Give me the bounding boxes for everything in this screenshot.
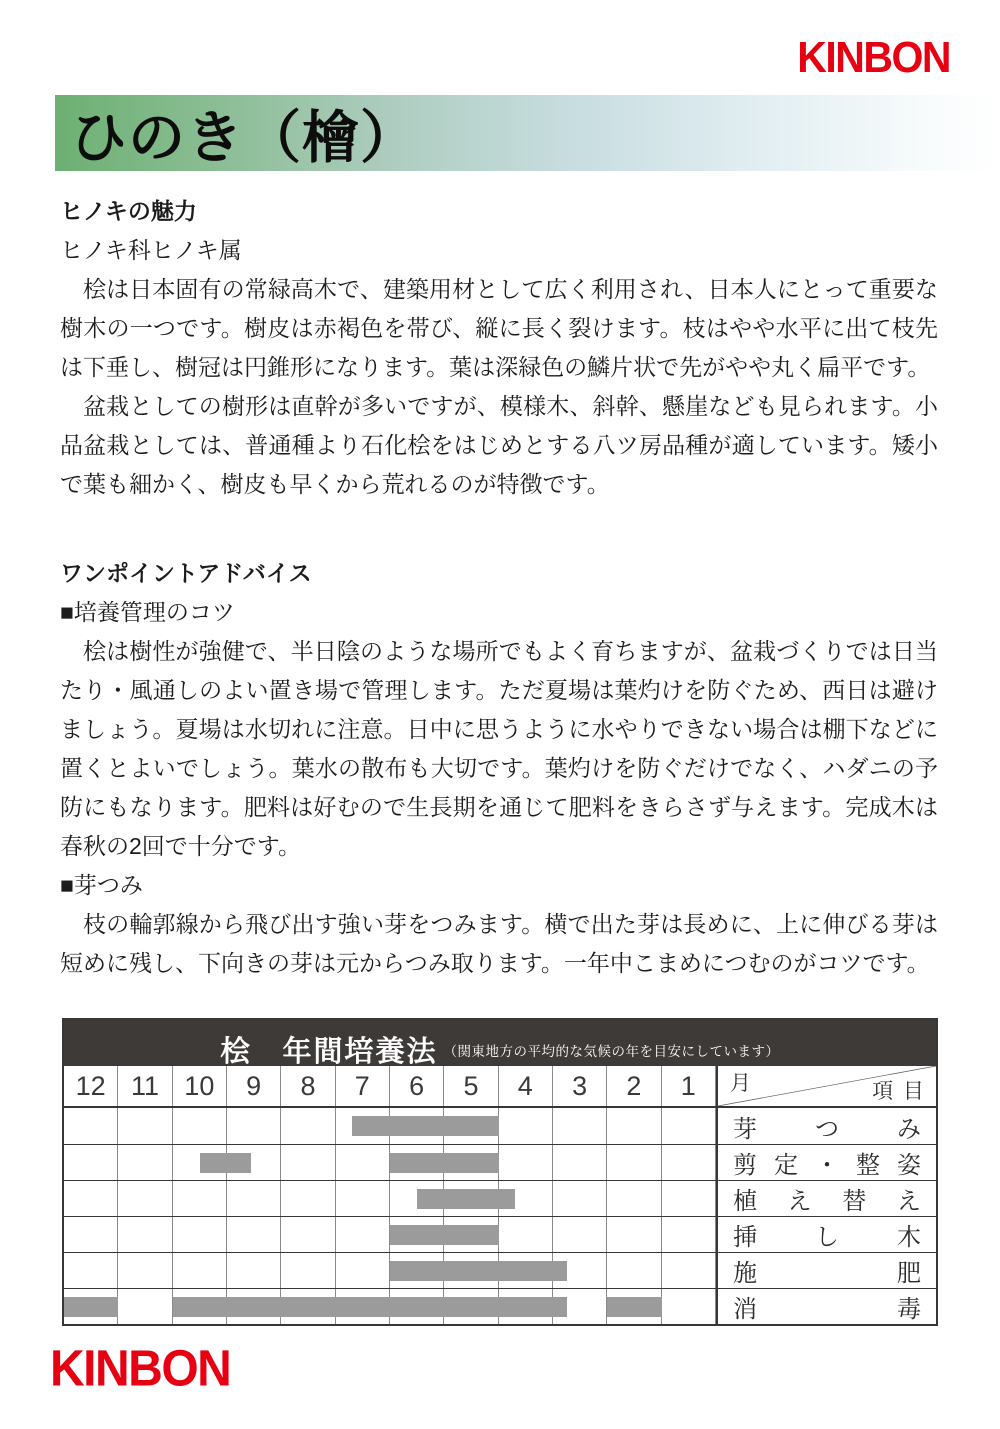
grid-cell	[607, 1181, 661, 1216]
title-banner	[55, 95, 998, 171]
page-title: ひのき（檜）	[70, 107, 418, 170]
grid-cell	[499, 1145, 553, 1180]
chart-row	[64, 1252, 936, 1288]
kinbon-logo-bottom: KINBON	[50, 1341, 231, 1398]
grid-cell	[662, 1289, 716, 1324]
cultivation-table	[62, 1018, 938, 1326]
chart-row	[64, 1288, 936, 1324]
row-label: 挿 し 木	[716, 1217, 936, 1252]
grid-cell	[64, 1108, 118, 1144]
advice-sub2-paragraph: 枝の輪郭線から飛び出す強い芽をつみます。横で出た芽は長めに、上に伸びる芽は短めに残し、下向きの芽は元からつみ取ります。一年中こまめにつむのがコツです。	[60, 911, 938, 976]
advice-sub2-title: ■芽つみ	[60, 872, 143, 898]
month-cell: 9	[227, 1066, 281, 1106]
activity-bar	[417, 1189, 515, 1209]
grid-cell	[64, 1253, 118, 1288]
corner-cell	[716, 1066, 936, 1106]
grid-cell	[499, 1217, 553, 1252]
grid-cell	[662, 1181, 716, 1216]
grid-cell	[662, 1217, 716, 1252]
month-cell: 3	[553, 1066, 607, 1106]
grid-cell	[227, 1217, 281, 1252]
grid-cell	[64, 1217, 118, 1252]
advice-heading: ワンポイントアドバイス	[60, 560, 312, 586]
advice-sub1-paragraph: 桧は樹性が強健で、半日陰のような場所でもよく育ちますが、盆栽づくりでは日当たり・風通しのよい置き場で管理します。ただ夏場は葉灼けを防ぐため、西日は避けましょう。夏場は水切れに注意。日中に思うように水やりできない場合は棚下などに置くとよいでしょう。葉水の散布も大切です。葉灼けを防ぐだけでなく、ハダニの予防にもなります。肥料は好むので生長期を通じて肥料をきらさず与えます。完成木は春秋の2回で十分です。	[60, 638, 938, 859]
grid-cell	[281, 1145, 335, 1180]
grid-cell	[173, 1181, 227, 1216]
chart-row	[64, 1108, 936, 1144]
advice-sub1-title: ■培養管理のコツ	[60, 599, 235, 625]
grid-cell	[118, 1253, 172, 1288]
corner-month-label: 月	[729, 1072, 751, 1095]
activity-bar	[64, 1297, 118, 1317]
grid-cell	[118, 1145, 172, 1180]
row-label: 施 肥	[716, 1253, 936, 1288]
month-cell: 7	[336, 1066, 390, 1106]
grid-cell	[118, 1108, 172, 1144]
activity-bar	[200, 1153, 252, 1173]
table-title: 桧 年間培養法	[220, 1036, 438, 1068]
activity-bar	[390, 1261, 567, 1281]
month-cell: 8	[281, 1066, 335, 1106]
grid-cell	[173, 1253, 227, 1288]
grid-cell	[64, 1181, 118, 1216]
corner-item-label: 項 目	[872, 1080, 926, 1103]
row-bars-area	[64, 1253, 716, 1288]
month-cell: 10	[173, 1066, 227, 1106]
kinbon-logo-top: KINBON	[797, 33, 950, 82]
row-label: 剪 定 ・ 整 姿	[716, 1145, 936, 1180]
chart-row	[64, 1144, 936, 1180]
grid-cell	[336, 1145, 390, 1180]
row-bars-area	[64, 1145, 716, 1180]
grid-cell	[281, 1108, 335, 1144]
grid-cell	[553, 1108, 607, 1144]
activity-bar	[607, 1297, 661, 1317]
grid-cell	[118, 1181, 172, 1216]
grid-cell	[336, 1217, 390, 1252]
grid-cell	[64, 1145, 118, 1180]
grid-cell	[118, 1289, 172, 1324]
grid-cell	[607, 1108, 661, 1144]
intro-subheading: ヒノキ科ヒノキ属	[60, 237, 242, 263]
chart-row	[64, 1216, 936, 1252]
month-cell: 6	[390, 1066, 444, 1106]
cultivation-table-frame	[62, 1018, 938, 1326]
row-bars-area	[64, 1108, 716, 1144]
row-bars-area	[64, 1289, 716, 1324]
row-label: 植 え 替 え	[716, 1181, 936, 1216]
grid-cell	[553, 1181, 607, 1216]
grid-cell	[227, 1108, 281, 1144]
month-cell: 2	[607, 1066, 661, 1106]
grid-cell	[281, 1253, 335, 1288]
grid-cell	[336, 1253, 390, 1288]
month-cell: 11	[118, 1066, 172, 1106]
month-cell: 4	[499, 1066, 553, 1106]
grid-cell	[553, 1217, 607, 1252]
row-label: 芽 つ み	[716, 1108, 936, 1144]
intro-paragraph-1: 桧は日本固有の常緑高木で、建築用材として広く利用され、日本人にとって重要な樹木の一つです。樹皮は赤褐色を帯び、縦に長く裂けます。枝はやや水平に出て枝先は下垂し、樹冠は円錐形になります。葉は深緑色の鱗片状で先がやや丸く扁平です。	[60, 276, 938, 380]
grid-cell	[499, 1108, 553, 1144]
activity-bar	[352, 1116, 499, 1136]
month-cell: 12	[64, 1066, 118, 1106]
activity-bar	[390, 1153, 499, 1173]
row-bars-area	[64, 1181, 716, 1216]
article-body	[60, 192, 938, 983]
grid-cell	[662, 1145, 716, 1180]
chart-row	[64, 1180, 936, 1216]
grid-cell	[118, 1217, 172, 1252]
grid-cell	[227, 1253, 281, 1288]
grid-cell	[227, 1181, 281, 1216]
month-cell: 5	[444, 1066, 498, 1106]
activity-bar	[173, 1297, 567, 1317]
grid-cell	[607, 1253, 661, 1288]
grid-cell	[281, 1217, 335, 1252]
intro-heading: ヒノキの魅力	[60, 198, 197, 224]
grid-cell	[173, 1108, 227, 1144]
table-subtitle: （関東地方の平均的な気候の年を目安にしています）	[443, 1044, 780, 1059]
grid-cell	[662, 1108, 716, 1144]
activity-bar	[390, 1225, 499, 1245]
intro-paragraph-2: 盆栽としての樹形は直幹が多いですが、模様木、斜幹、懸崖なども見られます。小品盆栽としては、普通種より石化桧をはじめとする八ツ房品種が適しています。矮小で葉も細かく、樹皮も早くから荒れるのが特徴です。	[60, 393, 938, 497]
row-label: 消 毒	[716, 1289, 936, 1324]
grid-cell	[607, 1145, 661, 1180]
month-header-row	[64, 1066, 936, 1108]
grid-cell	[336, 1181, 390, 1216]
grid-cell	[607, 1217, 661, 1252]
month-cell: 1	[662, 1066, 716, 1106]
grid-cell	[281, 1181, 335, 1216]
grid-cell	[553, 1145, 607, 1180]
grid-cell	[662, 1253, 716, 1288]
grid-cell	[173, 1217, 227, 1252]
chart-rows	[64, 1108, 936, 1324]
row-bars-area	[64, 1217, 716, 1252]
table-title-bar	[64, 1020, 936, 1066]
